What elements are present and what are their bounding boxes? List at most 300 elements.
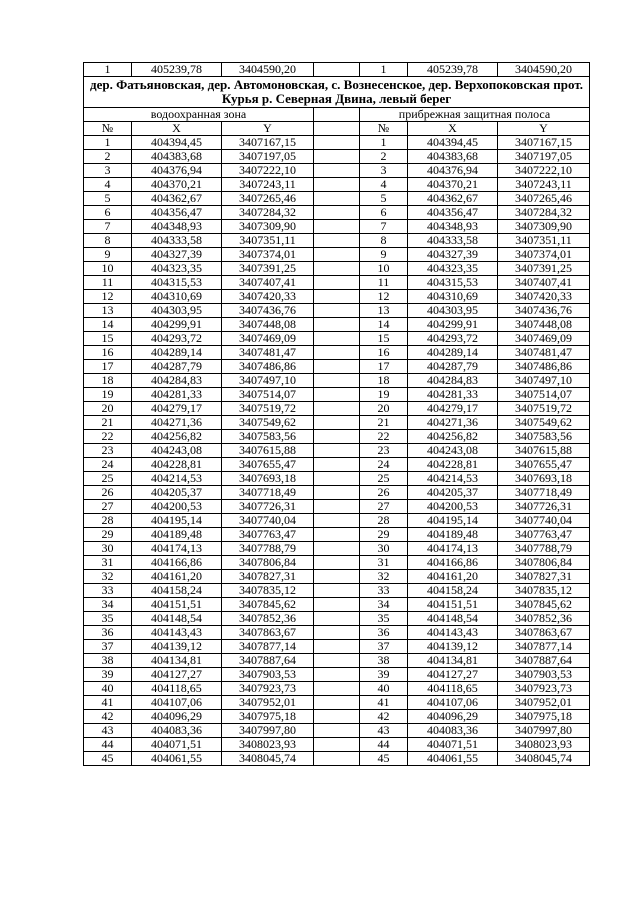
column-header-row (84, 122, 590, 136)
right-point-number: 33 (360, 584, 408, 598)
gap-cell (314, 63, 360, 77)
gap-cell (314, 402, 360, 416)
left-y-value: 3407806,84 (222, 556, 314, 570)
left-y-value: 3407519,72 (222, 402, 314, 416)
left-x-value: 404279,17 (132, 402, 222, 416)
table-row (84, 206, 590, 220)
left-x-value: 404205,37 (132, 486, 222, 500)
left-y-value: 3407197,05 (222, 150, 314, 164)
table-row (84, 444, 590, 458)
right-point-number: 40 (360, 682, 408, 696)
table-row (84, 738, 590, 752)
left-x-value: 404158,24 (132, 584, 222, 598)
left-y-value: 3407877,14 (222, 640, 314, 654)
table-row (84, 640, 590, 654)
left-point-number: 27 (84, 500, 132, 514)
left-y-value: 3407448,08 (222, 318, 314, 332)
right-x-value: 404394,45 (408, 136, 498, 150)
left-point-number: 38 (84, 654, 132, 668)
right-x-value: 404323,35 (408, 262, 498, 276)
table-row (84, 360, 590, 374)
right-point-number: 19 (360, 388, 408, 402)
right-y-value: 3407806,84 (498, 556, 590, 570)
left-y-value: 3407167,15 (222, 136, 314, 150)
left-point-number: 42 (84, 710, 132, 724)
right-y-value: 3407309,90 (498, 220, 590, 234)
gap-cell (314, 360, 360, 374)
left-zone-label: водоохранная зона (84, 108, 314, 122)
gap-cell (314, 276, 360, 290)
left-point-number: 11 (84, 276, 132, 290)
left-y-value: 3407997,80 (222, 724, 314, 738)
right-x-value: 404139,12 (408, 640, 498, 654)
right-x-value: 404195,14 (408, 514, 498, 528)
right-x-value: 404303,95 (408, 304, 498, 318)
left-x-value: 404189,48 (132, 528, 222, 542)
right-point-number: 17 (360, 360, 408, 374)
right-point-number: 32 (360, 570, 408, 584)
left-y-value: 3404590,20 (222, 63, 314, 77)
left-x-value: 404200,53 (132, 500, 222, 514)
left-x-value: 404118,65 (132, 682, 222, 696)
left-y-value: 3407887,64 (222, 654, 314, 668)
right-point-number: 5 (360, 192, 408, 206)
table-row (84, 626, 590, 640)
left-point-number: 39 (84, 668, 132, 682)
left-point-number: 26 (84, 486, 132, 500)
left-y-value: 3407436,76 (222, 304, 314, 318)
gap-cell (314, 136, 360, 150)
left-y-value: 3407693,18 (222, 472, 314, 486)
gap-cell (314, 710, 360, 724)
gap-cell (314, 122, 360, 136)
right-x-value: 404127,27 (408, 668, 498, 682)
gap-cell (314, 696, 360, 710)
left-y-value: 3407583,56 (222, 430, 314, 444)
gap-cell (314, 570, 360, 584)
right-point-number: 36 (360, 626, 408, 640)
right-y-value: 3407391,25 (498, 262, 590, 276)
right-x-value: 404356,47 (408, 206, 498, 220)
left-x-value: 404127,27 (132, 668, 222, 682)
right-y-value: 3407975,18 (498, 710, 590, 724)
left-point-number: 12 (84, 290, 132, 304)
right-point-number: 38 (360, 654, 408, 668)
left-point-number: 44 (84, 738, 132, 752)
right-x-value: 404310,69 (408, 290, 498, 304)
left-x-value: 404370,21 (132, 178, 222, 192)
right-y-value: 3404590,20 (498, 63, 590, 77)
right-point-number: 27 (360, 500, 408, 514)
gap-cell (314, 430, 360, 444)
right-point-number: 43 (360, 724, 408, 738)
left-point-number: 36 (84, 626, 132, 640)
left-x-value: 404148,54 (132, 612, 222, 626)
left-y-value: 3407351,11 (222, 234, 314, 248)
right-point-number: 26 (360, 486, 408, 500)
right-point-number: 45 (360, 752, 408, 766)
table-row (84, 612, 590, 626)
left-x-value: 404143,43 (132, 626, 222, 640)
right-point-number: 3 (360, 164, 408, 178)
left-x-value: 404362,67 (132, 192, 222, 206)
left-y-value: 3407407,41 (222, 276, 314, 290)
right-x-value: 404293,72 (408, 332, 498, 346)
right-x-value: 404243,08 (408, 444, 498, 458)
right-y-value: 3407583,56 (498, 430, 590, 444)
right-y-value: 3407243,11 (498, 178, 590, 192)
left-y-value: 3407788,79 (222, 542, 314, 556)
table-row (84, 234, 590, 248)
right-y-value: 3407351,11 (498, 234, 590, 248)
right-y-value: 3407835,12 (498, 584, 590, 598)
left-x-value: 404174,13 (132, 542, 222, 556)
left-y-value: 3407481,47 (222, 346, 314, 360)
right-y-value: 3407615,88 (498, 444, 590, 458)
right-y-value: 3407497,10 (498, 374, 590, 388)
right-x-value: 404289,14 (408, 346, 498, 360)
right-x-value: 404383,68 (408, 150, 498, 164)
gap-cell (314, 472, 360, 486)
table-row (84, 654, 590, 668)
right-x-value: 404161,20 (408, 570, 498, 584)
left-y-value: 3407549,62 (222, 416, 314, 430)
right-point-number: 1 (360, 136, 408, 150)
left-point-number: 3 (84, 164, 132, 178)
left-x-value: 404348,93 (132, 220, 222, 234)
left-point-number: 31 (84, 556, 132, 570)
gap-cell (314, 654, 360, 668)
left-point-number: 13 (84, 304, 132, 318)
right-point-number: 29 (360, 528, 408, 542)
table-row (84, 346, 590, 360)
table-row (84, 388, 590, 402)
coordinates-table (83, 62, 590, 766)
left-y-value: 3407763,47 (222, 528, 314, 542)
left-point-number: 24 (84, 458, 132, 472)
table-row (84, 542, 590, 556)
table-row (84, 696, 590, 710)
left-x-value: 404061,55 (132, 752, 222, 766)
gap-cell (314, 612, 360, 626)
left-point-number: 6 (84, 206, 132, 220)
left-y-value: 3407740,04 (222, 514, 314, 528)
gap-cell (314, 584, 360, 598)
right-x-value: 404151,51 (408, 598, 498, 612)
right-point-number: 8 (360, 234, 408, 248)
right-y-value: 3407827,31 (498, 570, 590, 584)
table-row (84, 220, 590, 234)
left-y-value: 3407726,31 (222, 500, 314, 514)
right-point-number: 6 (360, 206, 408, 220)
right-y-value: 3407997,80 (498, 724, 590, 738)
left-y-value: 3407655,47 (222, 458, 314, 472)
table-row (84, 752, 590, 766)
table-row (84, 668, 590, 682)
zone-labels-row (84, 108, 590, 122)
right-y-value: 3407655,47 (498, 458, 590, 472)
left-x-value: 404327,39 (132, 248, 222, 262)
right-x-value: 404205,37 (408, 486, 498, 500)
table-row (84, 458, 590, 472)
right-y-value: 3407693,18 (498, 472, 590, 486)
right-y-value: 3407788,79 (498, 542, 590, 556)
right-x-value: 404134,81 (408, 654, 498, 668)
right-point-number: 22 (360, 430, 408, 444)
left-y-value: 3407309,90 (222, 220, 314, 234)
coordinates-table-body (84, 63, 590, 766)
right-y-value: 3407903,53 (498, 668, 590, 682)
table-row (84, 514, 590, 528)
left-point-number: 34 (84, 598, 132, 612)
left-x-value: 404271,36 (132, 416, 222, 430)
gap-cell (314, 164, 360, 178)
right-zone-label: прибрежная защитная полоса (360, 108, 590, 122)
left-y-value: 3407852,36 (222, 612, 314, 626)
right-x-value: 404228,81 (408, 458, 498, 472)
section-title-row (84, 77, 590, 108)
right-point-number: 20 (360, 402, 408, 416)
left-point-number: 1 (84, 63, 132, 77)
left-point-number: 23 (84, 444, 132, 458)
right-y-value: 3407863,67 (498, 626, 590, 640)
left-y-value: 3407845,62 (222, 598, 314, 612)
right-point-number: 14 (360, 318, 408, 332)
right-point-number: 41 (360, 696, 408, 710)
right-y-value: 3407845,62 (498, 598, 590, 612)
right-point-number: 25 (360, 472, 408, 486)
right-y-value: 3407952,01 (498, 696, 590, 710)
left-y-value: 3407952,01 (222, 696, 314, 710)
right-point-number: 30 (360, 542, 408, 556)
table-row (84, 710, 590, 724)
right-y-value: 3407514,07 (498, 388, 590, 402)
left-point-number: 14 (84, 318, 132, 332)
section-title: дер. Фатьяновская, дер. Автомоновская, с. Вознесенское, дер. Верхопоковская прот. Курья р. Северная Двина, левый берег (84, 77, 590, 108)
gap-cell (314, 248, 360, 262)
left-point-number: 41 (84, 696, 132, 710)
right-point-number: 9 (360, 248, 408, 262)
right-y-value: 3407877,14 (498, 640, 590, 654)
left-point-number: 35 (84, 612, 132, 626)
left-x-value: 404383,68 (132, 150, 222, 164)
gap-cell (314, 108, 360, 122)
left-x-value: 404315,53 (132, 276, 222, 290)
right-point-number: 23 (360, 444, 408, 458)
right-y-value: 3408045,74 (498, 752, 590, 766)
right-y-value: 3407740,04 (498, 514, 590, 528)
right-point-number: 10 (360, 262, 408, 276)
left-point-number: 40 (84, 682, 132, 696)
left-x-value: 404281,33 (132, 388, 222, 402)
right-y-value: 3407167,15 (498, 136, 590, 150)
right-y-value: 3407197,05 (498, 150, 590, 164)
gap-cell (314, 682, 360, 696)
left-x-value: 404323,35 (132, 262, 222, 276)
left-point-number: 30 (84, 542, 132, 556)
right-header-x: X (408, 122, 498, 136)
left-x-value: 404303,95 (132, 304, 222, 318)
right-point-number: 34 (360, 598, 408, 612)
right-x-value: 404096,29 (408, 710, 498, 724)
right-point-number: 11 (360, 276, 408, 290)
right-y-value: 3407284,32 (498, 206, 590, 220)
left-y-value: 3407718,49 (222, 486, 314, 500)
left-x-value: 404166,86 (132, 556, 222, 570)
right-point-number: 1 (360, 63, 408, 77)
table-row (84, 500, 590, 514)
table-row (84, 192, 590, 206)
right-point-number: 35 (360, 612, 408, 626)
left-point-number: 5 (84, 192, 132, 206)
gap-cell (314, 500, 360, 514)
gap-cell (314, 318, 360, 332)
left-y-value: 3407243,11 (222, 178, 314, 192)
left-y-value: 3407284,32 (222, 206, 314, 220)
right-y-value: 3407486,86 (498, 360, 590, 374)
right-x-value: 404370,21 (408, 178, 498, 192)
gap-cell (314, 304, 360, 318)
right-x-value: 404200,53 (408, 500, 498, 514)
left-point-number: 9 (84, 248, 132, 262)
table-row (84, 528, 590, 542)
right-x-value: 404271,36 (408, 416, 498, 430)
table-row (84, 136, 590, 150)
left-y-value: 3407615,88 (222, 444, 314, 458)
left-x-value: 404310,69 (132, 290, 222, 304)
right-x-value: 404256,82 (408, 430, 498, 444)
left-x-value: 404139,12 (132, 640, 222, 654)
left-point-number: 7 (84, 220, 132, 234)
left-y-value: 3407469,09 (222, 332, 314, 346)
right-point-number: 16 (360, 346, 408, 360)
table-row (84, 248, 590, 262)
right-point-number: 42 (360, 710, 408, 724)
left-x-value: 405239,78 (132, 63, 222, 77)
left-x-value: 404071,51 (132, 738, 222, 752)
gap-cell (314, 234, 360, 248)
left-point-number: 20 (84, 402, 132, 416)
left-x-value: 404134,81 (132, 654, 222, 668)
left-y-value: 3407923,73 (222, 682, 314, 696)
table-row (84, 402, 590, 416)
left-y-value: 3407975,18 (222, 710, 314, 724)
left-point-number: 45 (84, 752, 132, 766)
gap-cell (314, 528, 360, 542)
left-x-value: 404376,94 (132, 164, 222, 178)
right-point-number: 37 (360, 640, 408, 654)
table-row (84, 682, 590, 696)
right-y-value: 3407448,08 (498, 318, 590, 332)
right-y-value: 3407374,01 (498, 248, 590, 262)
left-x-value: 404228,81 (132, 458, 222, 472)
right-x-value: 404376,94 (408, 164, 498, 178)
right-x-value: 404284,83 (408, 374, 498, 388)
right-x-value: 405239,78 (408, 63, 498, 77)
left-y-value: 3408023,93 (222, 738, 314, 752)
left-x-value: 404195,14 (132, 514, 222, 528)
right-point-number: 2 (360, 150, 408, 164)
gap-cell (314, 388, 360, 402)
right-x-value: 404166,86 (408, 556, 498, 570)
left-header-number: № (84, 122, 132, 136)
right-x-value: 404143,43 (408, 626, 498, 640)
right-x-value: 404333,58 (408, 234, 498, 248)
table-row (84, 262, 590, 276)
right-y-value: 3408023,93 (498, 738, 590, 752)
left-y-value: 3407265,46 (222, 192, 314, 206)
gap-cell (314, 262, 360, 276)
table-row (84, 724, 590, 738)
left-x-value: 404394,45 (132, 136, 222, 150)
right-y-value: 3407887,64 (498, 654, 590, 668)
table-row (84, 584, 590, 598)
table-row (84, 430, 590, 444)
right-x-value: 404148,54 (408, 612, 498, 626)
table-row (84, 276, 590, 290)
left-x-value: 404356,47 (132, 206, 222, 220)
left-y-value: 3407374,01 (222, 248, 314, 262)
left-y-value: 3407391,25 (222, 262, 314, 276)
left-point-number: 19 (84, 388, 132, 402)
left-point-number: 22 (84, 430, 132, 444)
right-point-number: 28 (360, 514, 408, 528)
right-point-number: 7 (360, 220, 408, 234)
left-x-value: 404083,36 (132, 724, 222, 738)
right-point-number: 21 (360, 416, 408, 430)
right-x-value: 404083,36 (408, 724, 498, 738)
left-x-value: 404284,83 (132, 374, 222, 388)
left-y-value: 3407514,07 (222, 388, 314, 402)
gap-cell (314, 556, 360, 570)
right-x-value: 404279,17 (408, 402, 498, 416)
right-x-value: 404315,53 (408, 276, 498, 290)
first-row (84, 63, 590, 77)
right-x-value: 404327,39 (408, 248, 498, 262)
left-x-value: 404287,79 (132, 360, 222, 374)
left-x-value: 404299,91 (132, 318, 222, 332)
table-row (84, 556, 590, 570)
left-point-number: 10 (84, 262, 132, 276)
right-x-value: 404174,13 (408, 542, 498, 556)
right-x-value: 404158,24 (408, 584, 498, 598)
left-x-value: 404256,82 (132, 430, 222, 444)
right-point-number: 31 (360, 556, 408, 570)
gap-cell (314, 290, 360, 304)
right-point-number: 18 (360, 374, 408, 388)
left-point-number: 16 (84, 346, 132, 360)
right-y-value: 3407923,73 (498, 682, 590, 696)
right-header-number: № (360, 122, 408, 136)
left-point-number: 4 (84, 178, 132, 192)
left-point-number: 25 (84, 472, 132, 486)
left-point-number: 21 (84, 416, 132, 430)
right-point-number: 12 (360, 290, 408, 304)
left-y-value: 3407903,53 (222, 668, 314, 682)
left-point-number: 8 (84, 234, 132, 248)
right-x-value: 404287,79 (408, 360, 498, 374)
left-y-value: 3407222,10 (222, 164, 314, 178)
right-y-value: 3407763,47 (498, 528, 590, 542)
right-x-value: 404107,06 (408, 696, 498, 710)
right-y-value: 3407420,33 (498, 290, 590, 304)
left-x-value: 404333,58 (132, 234, 222, 248)
gap-cell (314, 374, 360, 388)
gap-cell (314, 724, 360, 738)
gap-cell (314, 542, 360, 556)
left-y-value: 3407497,10 (222, 374, 314, 388)
table-row (84, 416, 590, 430)
